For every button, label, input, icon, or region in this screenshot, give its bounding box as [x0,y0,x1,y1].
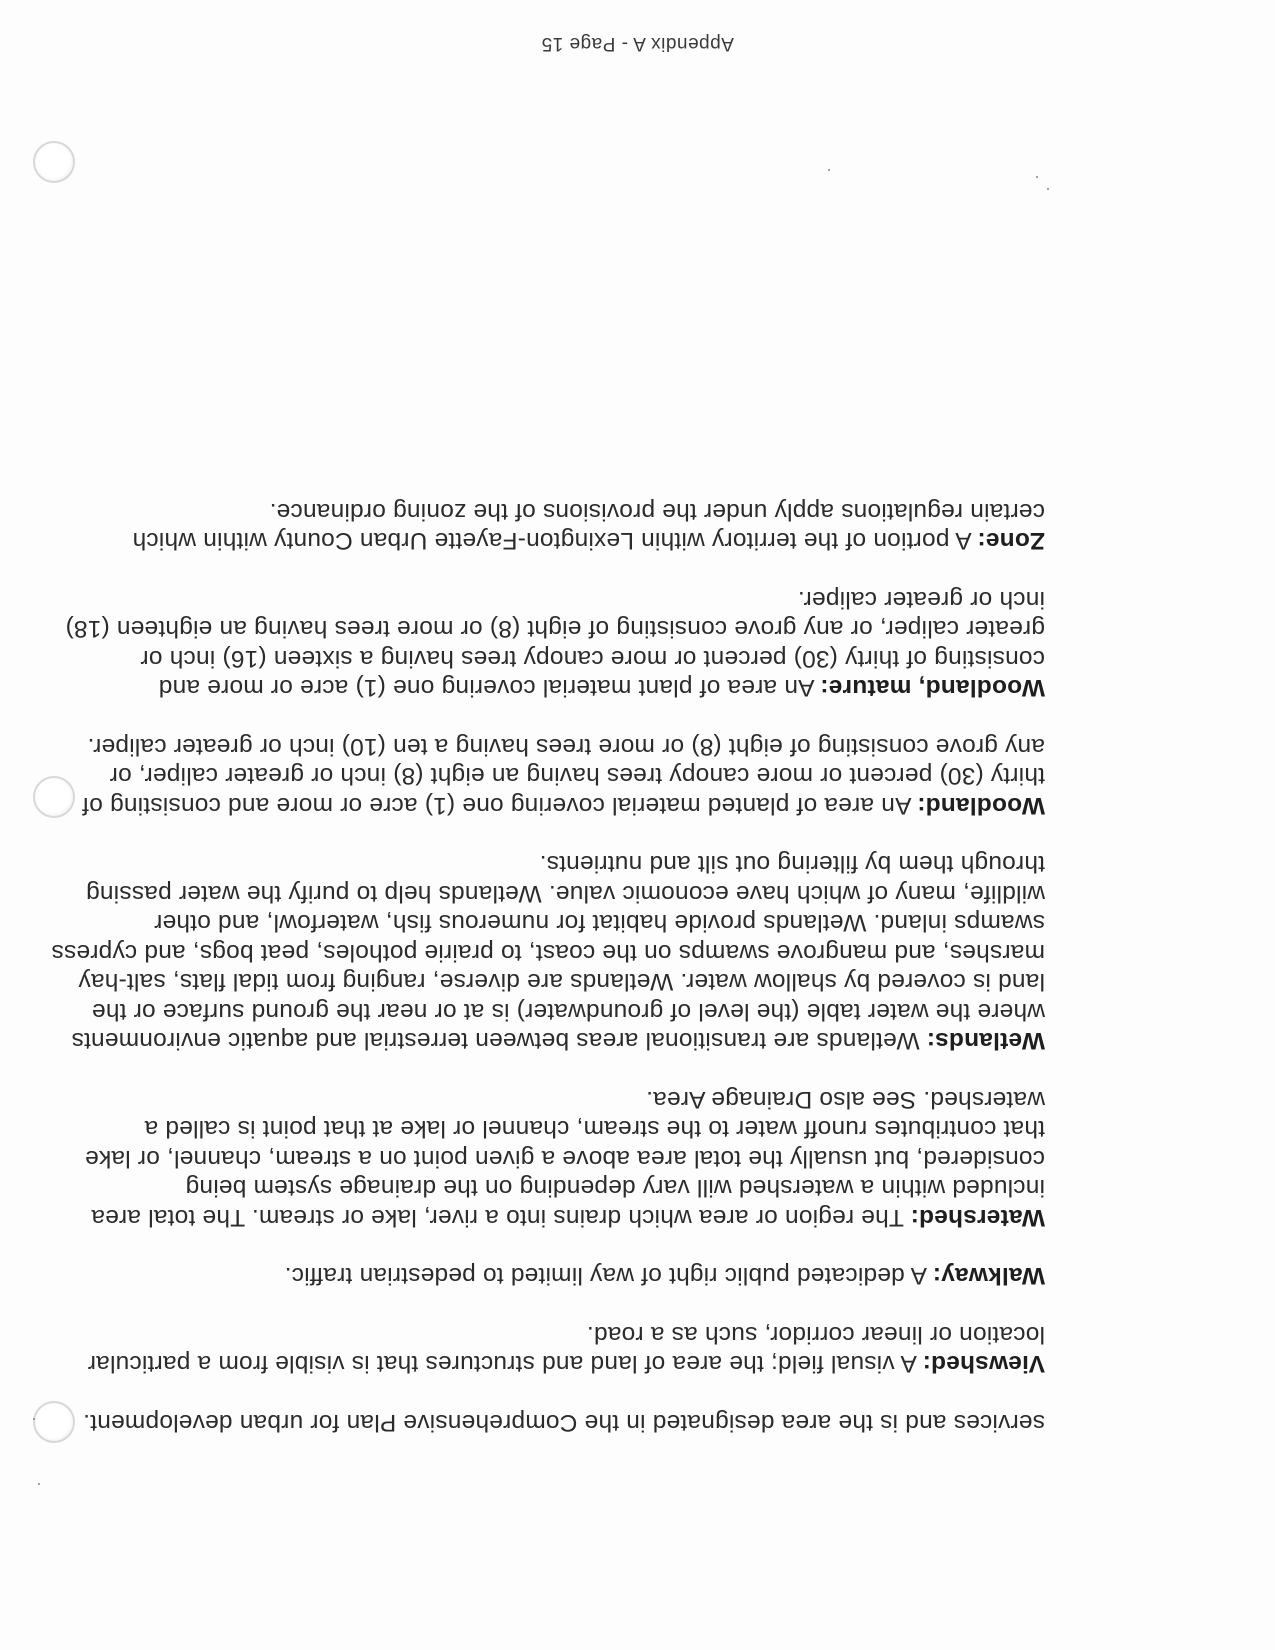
entry-line: land is covered by shallow water. Wetlands are diverse, ranging from tidal flats, salt-hay [78,968,1045,996]
entry-line: An area of planted material covering one (1) acre or more and consisting of [82,792,918,819]
glossary-term: Wetlands: [926,1027,1045,1055]
punch-hole-icon [33,776,75,818]
glossary-entry-woodland [82,732,1045,821]
entry-line: consisting of thirty (30) percent or more canopy trees having a sixteen (16) inch or [140,645,1045,672]
entry-first-line [115,673,1045,703]
glossary-entry-walkway [115,1261,1045,1291]
entry-line: thirty (30) percent or more canopy trees having an eight (8) inch or greater caliper, or [109,762,1045,790]
glossary-term: Woodland: [917,792,1045,819]
glossary-term: Watershed: [910,1204,1045,1231]
entry-first-line [115,526,1045,556]
glossary-term: Viewshed: [922,1350,1045,1378]
glossary-entry-wetlands [51,849,1045,1056]
entry-first-line [87,1349,1045,1379]
glossary-term: Walkway: [932,1262,1045,1290]
entry-line: inch or greater caliper. [797,586,1045,613]
entry-line: A portion of the territory within Lexington-Fayette Urban County within which [132,527,978,555]
entry-line: services and is the area designated in the Comprehensive Plan for urban development. [83,1409,1045,1436]
entry-line: The region or area which drains into a river, lake or stream. The total area [91,1204,911,1231]
entry-line: wildlife, many of which have economic value. Wetlands help to purify the water passing [85,880,1045,907]
entry-line: greater caliper, or any grove consisting of eight (8) or more trees having an eighteen (18) [65,615,1045,643]
entry-line: certain regulations apply under the provisions of the zoning ordinance. [269,498,1045,525]
entry-line: location or linear corridor, such as a road. [586,1321,1045,1348]
scan-speck [828,169,830,171]
entry-line: where the water table (the level of groundwater) is at or near the ground surface or the [91,998,1045,1025]
glossary-term: Woodland, mature: [820,674,1045,702]
entry-first-line [82,791,1045,821]
entry-line: Wetlands are transitional areas between terrestrial and aquatic environments [71,1027,927,1055]
entry-line: through them by filtering out silt and nutrients. [539,850,1045,878]
entry-line: any grove consisting of eight (8) or more trees having a ten (10) inch or greater caliper. [87,733,1045,760]
scan-speck [33,1418,35,1420]
entry-first-line [71,1026,1045,1056]
punch-hole-icon [33,141,75,183]
scan-speck [1047,188,1049,190]
entry-line: that contributes runoff water to the stream, channel or lake at that point is called a [144,1115,1045,1143]
glossary-entry-viewshed [87,1320,1045,1379]
glossary-entry-watershed [84,1085,1045,1233]
glossary-entry-zone [115,497,1045,556]
entry-line: An area of plant material covering one (1) acre or more and [158,674,821,702]
entry-first-line [115,1261,1045,1291]
glossary-entry-continued [83,1408,1045,1438]
entry-first-line [91,1203,1045,1233]
entry-line: considered, but usually the total area above a given point on a stream, channel, or lake [84,1145,1045,1172]
glossary-body [51,497,1045,1438]
scan-speck [1036,176,1038,178]
punch-hole-icon [33,1401,75,1443]
entry-line: watershed. See also Drainage Area. [645,1086,1045,1113]
scan-speck [38,1483,40,1485]
entry-line: swamps inland. Wetlands provide habitat for numerous fish, waterfowl, and other [154,909,1045,937]
entry-line: A dedicated public right of way limited to pedestrian traffic. [284,1262,933,1290]
entry-line: A visual field; the area of land and structures that is visible from a particular [87,1350,923,1378]
glossary-entry-woodland-mature [65,585,1045,703]
page-footer: Appendix A - Page 15 [541,33,734,54]
entry-line: marshes, and mangrove swamps on the coast, to prairie potholes, peat bogs, and cypress [51,939,1045,966]
glossary-term: Zone: [977,527,1045,555]
entry-line: included within a watershed will vary depending on the drainage system being [185,1174,1045,1202]
